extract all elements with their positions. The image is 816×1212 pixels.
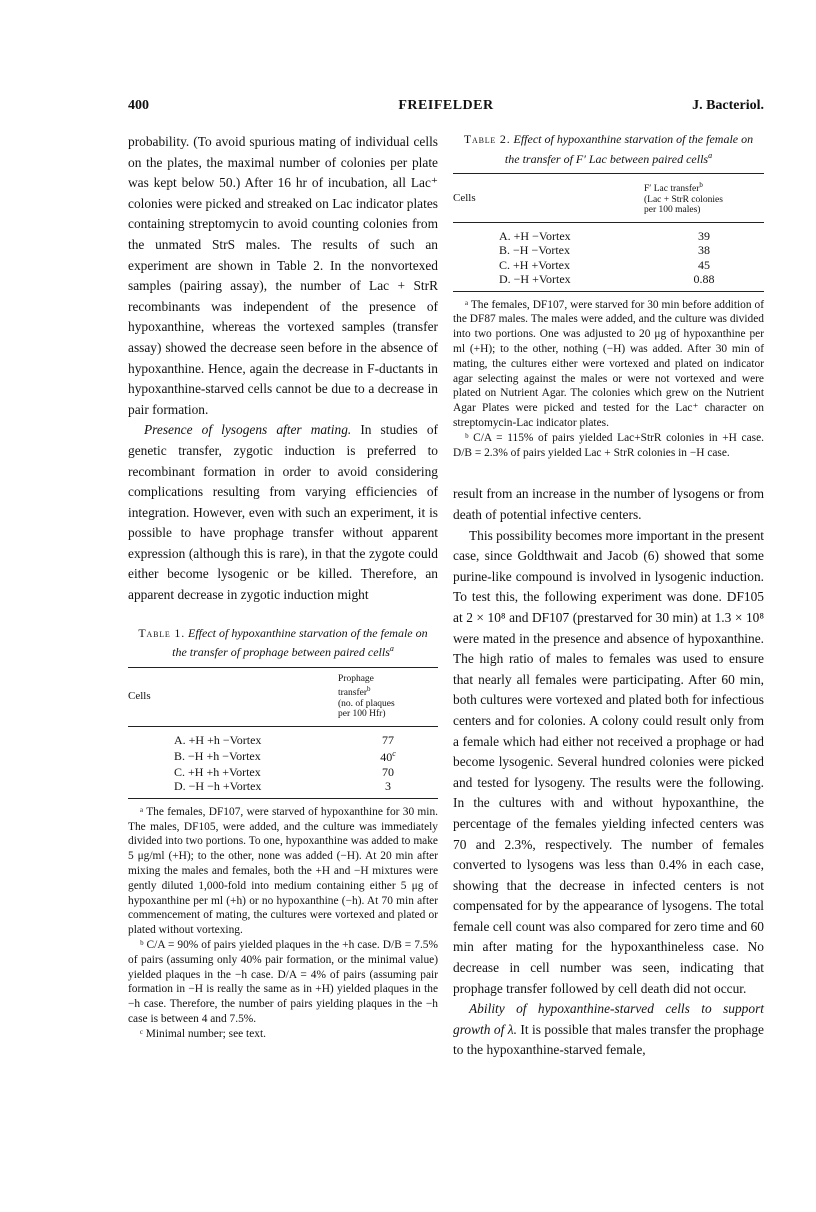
right-column bbox=[453, 132, 764, 1061]
table-footnote: ᵇ C/A = 115% of pairs yielded Lac+StrR colonies in +H case. D/B = 2.3% of pairs yielded Lac + StrR colonies in −H case. bbox=[453, 431, 764, 459]
column-header: Cells bbox=[128, 667, 338, 726]
table-title: Effect of hypoxanthine starvation of the female on the transfer of prophage between paired cells bbox=[172, 625, 428, 660]
table-caption: Table 1. Effect of hypoxanthine starvation of the female on the transfer of prophage between paired cells$^a$ bbox=[138, 625, 428, 660]
table-label: Table 1. bbox=[138, 625, 185, 640]
table-row: B. −H +h −Vortex 40$^c$ bbox=[174, 748, 396, 765]
table-title: Effect of hypoxanthine starvation of the female on the transfer of F′ Lac between paired cells bbox=[504, 132, 754, 166]
table-row: B. −H −Vortex 38 bbox=[499, 243, 710, 258]
body-paragraph bbox=[128, 420, 438, 605]
table-footnote: ᶜ Minimal number; see text. bbox=[140, 1027, 266, 1040]
body-paragraph: This possibility becomes more important in the present case, since Goldthwait and Jacob (6) showed that some purine-like compound is involved in lysogenic induction. To test this, the following experiment was done. DF105 at 2 × 10⁸ and DF107 (prestarved for 30 min) at 1.3 × 10⁸ were mated in the presence and absence of hypoxanthine. The high ratio of males to females was used to ensure that nearly all females were participating. After 60 min, both cultures were vortexed and plated both for infectious centers and for colonies. A colony could result only from a female which had either not received a prophage or had become lysogenic. Several hundred colonies were picked and tested for lysogeny. The results were the following. In the cultures with and without hypoxanthine, the percentage of the females yielding infected centers was 70 and 2.3%, respectively. The number of females converted to lysogens was less than 0.4% in each case, showing that the decrease in infected centers is not compensated for by the appearance of lysogens. The total female cell count was also compared for zero time and 60 min after mating for the hypoxanthineless case. No decrease in cell number was seen, indicating that prophage transfer followed by cell death did not occur. bbox=[453, 527, 764, 996]
column-header: F′ Lac transfer$^b$ (Lac + StrR colonies per 100 males) bbox=[644, 174, 764, 223]
table-footnote: ᵇ C/A = 90% of pairs yielded plaques in the +h case. D/B = 7.5% of pairs (assuming only 40% pair formation, or the minimal value) yielded plaques in the −h case. D/A = 4% of pairs (assuming pair formation in −H is really the same as in +H) yielded plaques in the −h case. Therefore, the number of pairs yielding plaques in the −h case is between 4 and 7.5%. bbox=[128, 938, 438, 1025]
body-paragraph: probability. (To avoid spurious mating of individual cells on the plates, the maximal number of colonies per plate was kept below 50.) After 16 hr of incubation, all Lac⁺ colonies were picked and streaked on Lac indicator plates containing streptomycin to avoid counting colonies from the unmated StrS males. The results of such an experiment are shown in Table 2. In the nonvortexed samples (pairing assay), the number of Lac + StrR recombinants was independent of the presence of hypoxanthine, whereas the vortexed samples (transfer assay) showed the decrease seen before in the absence of hypoxanthine. Hence, again the decrease in F-ductants in hypoxanthine-starved cells cannot be due to a decrease in pair formation. bbox=[128, 134, 438, 417]
data-table bbox=[453, 173, 764, 292]
section-heading: Ability of hypoxanthine-starved cells to support growth of λ. bbox=[453, 1001, 764, 1037]
table-row: D. −H −h +Vortex 3 bbox=[128, 779, 438, 798]
paragraph-text: In studies of genetic transfer, zygotic induction is preferred to recombinant formation in order to avoid considering complications resulting from varying efficiencies of integration. However, even with such an experiment, it is possible to have prophage transfer without apparent expression (although this is rare), in that the zygote could either become lysogenic or be killed. Therefore, an apparent decrease in zygotic induction might bbox=[128, 422, 438, 603]
paragraph-text: It is possible that males transfer the prophage to the hypoxanthine-starved female, bbox=[453, 1021, 764, 1058]
table-row: C. +H +h +Vortex 70 bbox=[174, 764, 394, 779]
left-column bbox=[128, 132, 438, 1042]
column-header: Prophage transfer$^b$ (no. of plaques per 100 Hfr) bbox=[338, 667, 438, 726]
table-label: Table 2. bbox=[463, 132, 511, 146]
table-row: A. +H −Vortex 39 bbox=[499, 228, 710, 243]
section-heading: Presence of lysogens after mating. bbox=[144, 422, 352, 438]
table-footnote: ᵃ The females, DF107, were starved for 30 min before addition of the DF87 males. The males were added, and the culture was divided into two portions. One was adjusted to 20 μg of hypoxanthine per ml (+H); to the other, nothing (−H) was added. After 30 min of mating, the cultures either were vortexed and plated on indicator agar selecting against the males or were not vortexed and were plated on Nutrient Agar. The colonies which grew on the Nutrient Agar Plates were picked and tested for the Lac⁺ character on streptomycin-Lac indicator plates. bbox=[453, 298, 764, 430]
column-header: Cells bbox=[453, 174, 644, 223]
journal-name: J. Bacteriol. bbox=[692, 98, 764, 113]
running-header bbox=[128, 98, 764, 120]
table-caption: Table 2. Effect of hypoxanthine starvation of the female on the transfer of F′ Lac between paired cells$^a$ bbox=[463, 132, 754, 166]
data-table bbox=[128, 667, 438, 799]
table-row: A. +H +h −Vortex 77 bbox=[174, 732, 394, 747]
body-paragraph: result from an increase in the number of lysogens or from death of potential infective centers. bbox=[453, 486, 764, 523]
page-number: 400 bbox=[128, 98, 149, 113]
table-row: C. +H +Vortex 45 bbox=[499, 257, 710, 272]
running-title: FREIFELDER bbox=[398, 98, 494, 113]
body-paragraph bbox=[453, 999, 764, 1061]
table-2 bbox=[453, 132, 764, 460]
table-1 bbox=[128, 626, 438, 1042]
table-row: D. −H +Vortex 0.88 bbox=[453, 272, 764, 291]
table-footnote: ᵃ The females, DF107, were starved of hypoxanthine for 30 min. The males, DF105, were added, and the culture was immediately divided into two portions. To one, hypoxanthine was added to make 5 μg/ml (+H); to the other, none was added (−H). At 20 min after mixing the males and females, both the +H and −H mixtures were gently diluted 1,000-fold into medium containing either 5 μg of hypoxanthine per ml (+h) or no hypoxanthine (−h). At 70 min after commencement of mating, the cultures were vortexed and plated or plated without vortexing. bbox=[128, 805, 438, 937]
